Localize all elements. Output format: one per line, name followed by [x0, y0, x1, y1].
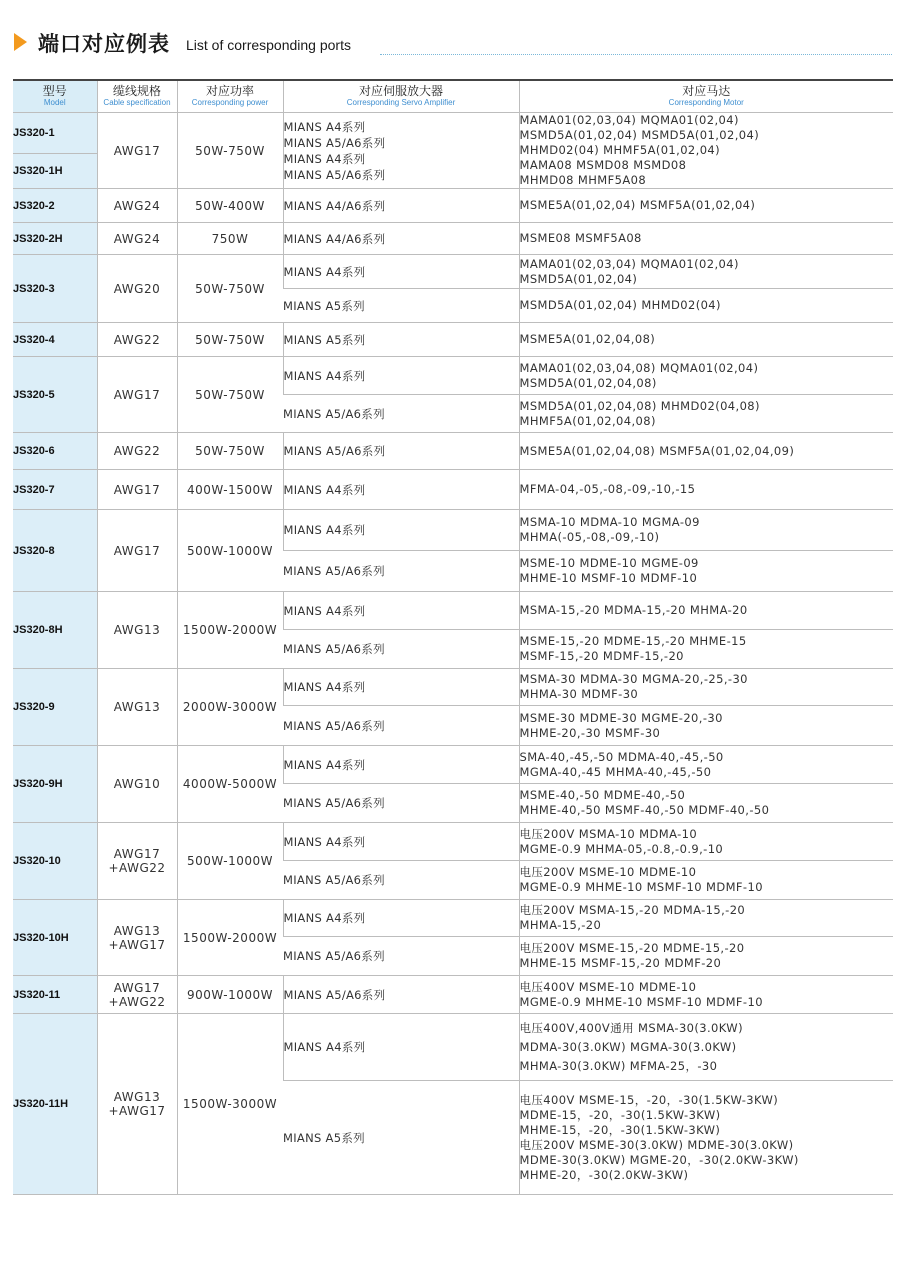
text-line: MIANS A4系列 — [283, 264, 366, 279]
text-line: 电压200V MSMA-10 MDMA-10 — [519, 826, 698, 841]
motor-cell — [519, 255, 893, 289]
cable-cell — [97, 510, 177, 592]
table-row — [13, 592, 893, 630]
text-line: MGME-0.9 MHMA-05,-0.8,-0.9,-10 — [519, 841, 724, 856]
cable-cell — [97, 746, 177, 823]
motor-cell — [519, 510, 893, 551]
text-line: +AWG17 — [108, 1104, 166, 1118]
model-cell: JS320-10H — [13, 900, 97, 976]
text-line: AWG17 — [113, 387, 161, 402]
text-line: +AWG17 — [108, 937, 166, 952]
motor-cell — [519, 937, 893, 976]
text-line: MHME-20，-30(2.0KW-3KW) — [519, 1167, 689, 1182]
motor-cell — [519, 357, 893, 395]
header-label: 对应马达 — [682, 84, 731, 98]
text-line: MGME-0.9 MHME-10 MSMF-10 MDMF-10 — [519, 880, 763, 894]
table-row — [13, 746, 893, 784]
model-cell: JS320-4 — [13, 323, 97, 357]
amplifier-cell — [283, 861, 519, 900]
power-cell: 1500W-2000W — [177, 592, 283, 669]
text-line: MIANS A5/A6系列 — [283, 796, 385, 810]
text-line: MIANS A5系列 — [283, 1130, 365, 1145]
text-line: MDMA-30(3.0KW) MGMA-30(3.0KW) — [519, 1039, 737, 1054]
power-cell: 500W-1000W — [177, 823, 283, 900]
cable-cell — [97, 433, 177, 470]
motor-cell — [519, 223, 893, 255]
motor-cell — [519, 289, 893, 323]
model-cell: JS320-2H — [13, 223, 97, 255]
text-line: MSMD5A(01,02,04) — [519, 271, 638, 286]
model-cell: JS320-3 — [13, 255, 97, 323]
text-line: MIANS A4/A6系列 — [283, 231, 386, 246]
text-line: MHME-10 MSMF-10 MDMF-10 — [519, 571, 698, 585]
model-cell: JS320-7 — [13, 470, 97, 510]
header-power — [177, 80, 283, 113]
text-line: MIANS A4系列 — [283, 482, 366, 497]
text-line: MAMA08 MSMD08 MSMD08 — [519, 158, 687, 172]
text-line: AWG10 — [113, 777, 161, 791]
amplifier-cell — [283, 255, 519, 289]
amplifier-cell — [283, 746, 519, 784]
amplifier-cell — [283, 669, 519, 706]
text-line: MSMD5A(01,02,04,08) MHMD02(04,08) — [519, 398, 760, 413]
header-cable — [97, 80, 177, 113]
text-line: MIANS A4系列 — [283, 523, 366, 537]
table-row — [13, 976, 893, 1014]
text-line: 电压400V MSME-15，-20，-30(1.5KW-3KW) — [519, 1092, 779, 1107]
amplifier-cell — [283, 551, 519, 592]
amplifier-cell — [283, 823, 519, 861]
cable-cell — [97, 255, 177, 323]
text-line: MIANS A5系列 — [283, 298, 365, 313]
text-line: AWG13 — [113, 700, 161, 714]
text-line: 电压400V,400V通用 MSMA-30(3.0KW) — [519, 1020, 743, 1035]
amplifier-cell — [283, 1014, 519, 1081]
header-motor — [519, 80, 893, 113]
table-row — [13, 510, 893, 551]
table-row — [13, 669, 893, 706]
text-line: 电压200V MSMA-15,-20 MDMA-15,-20 — [519, 903, 746, 917]
title-divider — [380, 54, 892, 55]
header-label: 型号 — [42, 84, 67, 98]
motor-cell — [519, 323, 893, 357]
text-line: MHME-40,-50 MSMF-40,-50 MDMF-40,-50 — [519, 803, 770, 817]
motor-cell — [519, 551, 893, 592]
header-label-en: Model — [43, 98, 66, 107]
table-row — [13, 470, 893, 510]
motor-cell — [519, 630, 893, 669]
amplifier-cell — [283, 900, 519, 937]
cable-cell — [97, 1014, 177, 1195]
text-line: AWG24 — [113, 231, 161, 246]
motor-cell — [519, 470, 893, 510]
text-line: MSME-10 MDME-10 MGME-09 — [519, 556, 699, 570]
text-line: AWG17 — [113, 143, 161, 158]
motor-cell — [519, 395, 893, 433]
text-line: 电压200V MSME-10 MDME-10 — [519, 865, 697, 879]
header-label-en: Cable specification — [103, 98, 171, 107]
model-cell: JS320-5 — [13, 357, 97, 433]
table-row — [13, 357, 893, 395]
text-line: MIANS A5/A6系列 — [283, 167, 386, 182]
table-row — [13, 255, 893, 289]
cable-cell — [97, 189, 177, 223]
cable-cell — [97, 669, 177, 746]
text-line: MHMA-30 MDMF-30 — [519, 687, 639, 701]
text-line: MIANS A4系列 — [283, 368, 366, 383]
amplifier-cell — [283, 937, 519, 976]
text-line: MIANS A5/A6系列 — [283, 642, 385, 656]
text-line: MHMD02(04) MHMF5A(01,02,04) — [519, 143, 721, 157]
model-cell: JS320-9H — [13, 746, 97, 823]
motor-cell — [519, 433, 893, 470]
text-line: MSME5A(01,02,04) MSMF5A(01,02,04) — [519, 198, 756, 212]
text-line: MIANS A5/A6系列 — [283, 987, 386, 1002]
power-cell: 50W-750W — [177, 433, 283, 470]
text-line: MIANS A4系列 — [283, 119, 366, 134]
text-line: +AWG22 — [108, 994, 166, 1009]
text-line: +AWG22 — [108, 861, 166, 875]
text-line: MSME-15,-20 MDME-15,-20 MHME-15 — [519, 634, 747, 648]
table-row — [13, 1014, 893, 1081]
text-line: MIANS A5/A6系列 — [283, 406, 385, 421]
header-model — [13, 80, 97, 113]
amplifier-cell — [283, 1081, 519, 1195]
model-cell: JS320-9 — [13, 669, 97, 746]
motor-cell — [519, 1081, 893, 1195]
header-label: 对应伺服放大器 — [358, 84, 443, 98]
amplifier-cell — [283, 433, 519, 470]
motor-cell — [519, 706, 893, 746]
amplifier-cell — [283, 470, 519, 510]
table-row — [13, 323, 893, 357]
motor-cell — [519, 592, 893, 630]
header-label: 缆线规格 — [112, 84, 161, 98]
text-line: MIANS A4系列 — [283, 603, 366, 618]
amplifier-cell — [283, 113, 519, 189]
text-line: MIANS A4系列 — [283, 151, 366, 166]
header-amplifier — [283, 80, 519, 113]
text-line: MIANS A5/A6系列 — [283, 444, 386, 458]
cable-cell — [97, 900, 177, 976]
table-row — [13, 433, 893, 470]
motor-cell — [519, 113, 893, 189]
cable-cell — [97, 113, 177, 189]
header-label-en: Corresponding Servo Amplifier — [346, 98, 456, 107]
text-line: MIANS A4系列 — [283, 757, 366, 772]
text-line: 电压400V MSME-10 MDME-10 — [519, 979, 697, 994]
cable-cell — [97, 976, 177, 1014]
power-cell: 50W-400W — [177, 189, 283, 223]
motor-cell — [519, 784, 893, 823]
amplifier-cell — [283, 784, 519, 823]
text-line: MGME-0.9 MHME-10 MSMF-10 MDMF-10 — [519, 994, 763, 1009]
model-cell: JS320-1H — [13, 154, 97, 189]
amplifier-cell — [283, 223, 519, 255]
model-cell: JS320-2 — [13, 189, 97, 223]
amplifier-cell — [283, 510, 519, 551]
header-label: 对应功率 — [205, 84, 254, 98]
text-line: MIANS A4系列 — [283, 1040, 366, 1054]
cable-cell — [97, 323, 177, 357]
power-cell: 1500W-3000W — [177, 1014, 283, 1195]
model-cell: JS320-10 — [13, 823, 97, 900]
motor-cell — [519, 823, 893, 861]
text-line: MSME5A(01,02,04,08) — [519, 332, 656, 346]
title-bar — [14, 28, 892, 58]
text-line: AWG20 — [113, 281, 161, 296]
text-line: MHME-15 MSMF-15,-20 MDMF-20 — [519, 956, 722, 970]
amplifier-cell — [283, 323, 519, 357]
text-line: MHMD08 MHMF5A08 — [519, 173, 647, 187]
model-cell: JS320-6 — [13, 433, 97, 470]
text-line: MHME-20,-30 MSMF-30 — [519, 725, 661, 740]
power-cell: 50W-750W — [177, 255, 283, 323]
text-line: MGMA-40,-45 MHMA-40,-45,-50 — [519, 764, 712, 779]
power-cell: 50W-750W — [177, 113, 283, 189]
motor-cell — [519, 189, 893, 223]
page-subtitle: List of corresponding ports — [186, 37, 351, 53]
table-row — [13, 113, 893, 154]
text-line: MIANS A5/A6系列 — [283, 135, 386, 150]
text-line: MSMD5A(01,02,04) MSMD5A(01,02,04) — [519, 128, 760, 142]
text-line: MIANS A4系列 — [283, 834, 366, 849]
cable-cell — [97, 357, 177, 433]
text-line: AWG17 — [113, 980, 161, 995]
header-label-en: Corresponding Motor — [668, 98, 744, 107]
motor-cell — [519, 900, 893, 937]
text-line: MSMF-15,-20 MDMF-15,-20 — [519, 649, 684, 663]
text-line: MSME-30 MDME-30 MGME-20,-30 — [519, 710, 723, 725]
text-line: MAMA01(02,03,04) MQMA01(02,04) — [519, 113, 739, 127]
text-line: MDME-30(3.0KW) MGME-20，-30(2.0KW-3KW) — [519, 1152, 799, 1167]
arrow-icon — [14, 33, 27, 51]
amplifier-cell — [283, 706, 519, 746]
text-line: MIANS A4系列 — [283, 911, 366, 925]
text-line: MSME5A(01,02,04,08) MSMF5A(01,02,04,09) — [519, 443, 795, 458]
model-cell: JS320-11 — [13, 976, 97, 1014]
model-cell: JS320-8 — [13, 510, 97, 592]
amplifier-cell — [283, 630, 519, 669]
header-label-en: Corresponding power — [191, 98, 269, 107]
text-line: AWG17 — [113, 482, 161, 497]
cable-cell — [97, 223, 177, 255]
power-cell: 750W — [177, 223, 283, 255]
amplifier-cell — [283, 189, 519, 223]
power-cell: 50W-750W — [177, 357, 283, 433]
text-line: MSMD5A(01,02,04) MHMD02(04) — [519, 298, 721, 312]
model-cell: JS320-11H — [13, 1014, 97, 1195]
table-row — [13, 823, 893, 861]
text-line: MIANS A5/A6系列 — [283, 873, 385, 887]
text-line: MIANS A5/A6系列 — [283, 564, 385, 578]
text-line: SMA-40,-45,-50 MDMA-40,-45,-50 — [519, 749, 724, 764]
text-line: AWG22 — [113, 444, 161, 458]
ports-table — [13, 79, 893, 1195]
power-cell: 50W-750W — [177, 323, 283, 357]
text-line: MDME-15，-20，-30(1.5KW-3KW) — [519, 1107, 721, 1122]
power-cell: 400W-1500W — [177, 470, 283, 510]
motor-cell — [519, 669, 893, 706]
text-line: MIANS A4系列 — [283, 680, 366, 694]
text-line: MHMA-15,-20 — [519, 918, 602, 932]
text-line: MSMA-15,-20 MDMA-15,-20 MHMA-20 — [519, 603, 748, 617]
text-line: AWG17 — [113, 847, 161, 861]
text-line: 电压200V MSME-30(3.0KW) MDME-30(3.0KW) — [519, 1137, 794, 1152]
model-cell: JS320-8H — [13, 592, 97, 669]
text-line: MSME-40,-50 MDME-40,-50 — [519, 788, 686, 802]
text-line: 电压200V MSME-15,-20 MDME-15,-20 — [519, 941, 745, 955]
table-body — [13, 113, 893, 1195]
text-line: AWG24 — [113, 198, 161, 213]
text-line: MSMD5A(01,02,04,08) — [519, 375, 657, 390]
motor-cell — [519, 1014, 893, 1081]
cable-cell — [97, 592, 177, 669]
text-line: MAMA01(02,03,04) MQMA01(02,04) — [519, 256, 739, 271]
text-line: AWG22 — [113, 332, 161, 347]
text-line: MAMA01(02,03,04,08) MQMA01(02,04) — [519, 360, 759, 375]
power-cell: 500W-1000W — [177, 510, 283, 592]
amplifier-cell — [283, 592, 519, 630]
text-line: MSMA-30 MDMA-30 MGMA-20,-25,-30 — [519, 672, 748, 686]
amplifier-cell — [283, 357, 519, 395]
power-cell: 4000W-5000W — [177, 746, 283, 823]
power-cell: 2000W-3000W — [177, 669, 283, 746]
motor-cell — [519, 976, 893, 1014]
text-line: MHME-15，-20，-30(1.5KW-3KW) — [519, 1122, 721, 1137]
cable-cell — [97, 470, 177, 510]
page-title: 端口对应例表 — [38, 32, 170, 56]
text-line: AWG17 — [113, 543, 161, 558]
motor-cell — [519, 746, 893, 784]
amplifier-cell — [283, 289, 519, 323]
text-line: MIANS A5/A6系列 — [283, 718, 385, 733]
text-line: MHMF5A(01,02,04,08) — [519, 413, 656, 428]
text-line: MIANS A5/A6系列 — [283, 949, 385, 963]
text-line: MSMA-10 MDMA-10 MGMA-09 — [519, 515, 700, 529]
table-row — [13, 900, 893, 937]
motor-cell — [519, 861, 893, 900]
text-line: MHMA(-05,-08,-09,-10) — [519, 530, 660, 544]
text-line: MIANS A4/A6系列 — [283, 198, 386, 213]
cable-cell — [97, 823, 177, 900]
text-line: AWG13 — [113, 923, 161, 938]
power-cell: 1500W-2000W — [177, 900, 283, 976]
model-cell: JS320-1 — [13, 113, 97, 154]
amplifier-cell — [283, 395, 519, 433]
amplifier-cell — [283, 976, 519, 1014]
table-row — [13, 189, 893, 223]
table-header — [13, 80, 893, 113]
text-line: MFMA-04,-05,-08,-09,-10,-15 — [519, 482, 696, 496]
text-line: AWG13 — [113, 623, 161, 637]
text-line: MIANS A5系列 — [283, 332, 366, 347]
table-row — [13, 223, 893, 255]
text-line: MSME08 MSMF5A08 — [519, 231, 642, 245]
power-cell: 900W-1000W — [177, 976, 283, 1014]
text-line: MHMA-30(3.0KW) MFMA-25，-30 — [519, 1058, 718, 1073]
text-line: AWG13 — [113, 1090, 161, 1104]
